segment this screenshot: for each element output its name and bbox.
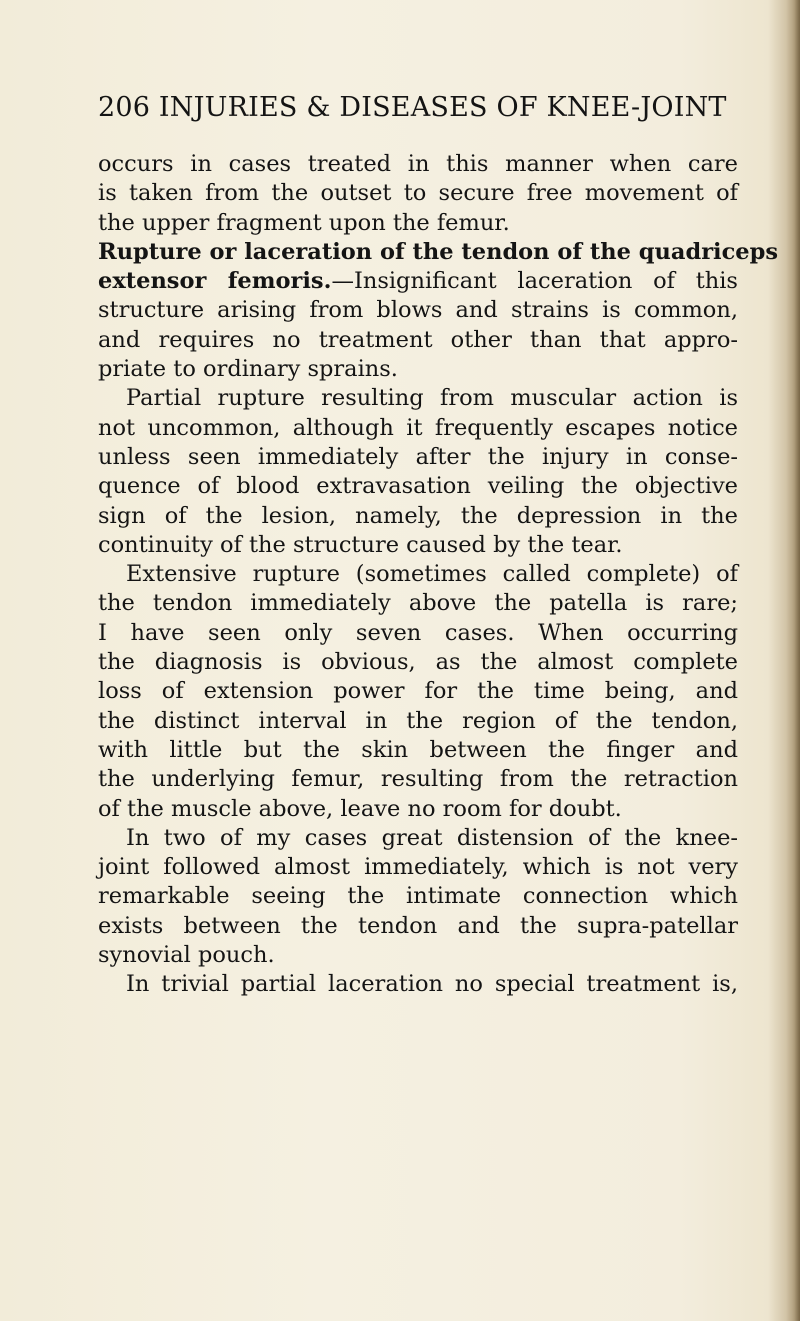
text-line: the upper fragment upon the femur. — [98, 209, 510, 236]
section-heading: Rupture or laceration of the tendon of the quadriceps — [98, 238, 779, 265]
text-line — [98, 267, 738, 296]
text-line: and requires no treatment other than that appro- — [98, 326, 738, 353]
paragraph-start: In two of my cases great distension of the knee- — [126, 824, 738, 851]
paragraph-start: In trivial partial laceration no special treatment is, — [126, 971, 738, 998]
text-line: sign of the lesion, namely, the depression in the — [98, 502, 738, 529]
text-line-rest: —Insignificant laceration of this — [331, 268, 738, 295]
body-text — [98, 150, 779, 1000]
page-edge-shadow — [786, 0, 800, 1321]
text-line: structure arising from blows and strains is common, — [98, 297, 738, 324]
text-line: not uncommon, although it frequently escapes notice — [98, 414, 738, 441]
text-line: continuity of the structure caused by the tear. — [98, 531, 623, 558]
section-heading-continued: extensor femoris. — [98, 268, 332, 295]
text-line: the tendon immediately above the patella is rare; — [98, 590, 738, 617]
text-line: I have seen only seven cases. When occurring — [98, 619, 738, 646]
text-line: of the muscle above, leave no room for doubt. — [98, 795, 622, 822]
text-line: with little but the skin between the finger and — [98, 736, 738, 763]
text-line: unless seen immediately after the injury in conse- — [98, 443, 738, 470]
text-line: loss of extension power for the time being, and — [98, 678, 738, 705]
text-line: priate to ordinary sprains. — [98, 356, 398, 383]
text-line: synovial pouch. — [98, 942, 275, 969]
text-line: the diagnosis is obvious, as the almost complete — [98, 649, 738, 676]
text-line: the underlying femur, resulting from the retraction — [98, 766, 738, 793]
text-line: quence of blood extravasation veiling the objective — [98, 473, 738, 500]
paragraph-start: Extensive rupture (sometimes called complete) of — [126, 561, 738, 588]
text-line: joint followed almost immediately, which is not very — [98, 854, 738, 881]
text-line: the distinct interval in the region of the tendon, — [98, 707, 738, 734]
paragraph-start: Partial rupture resulting from muscular action is — [126, 385, 738, 412]
running-header: 206 INJURIES & DISEASES OF KNEE-JOINT — [98, 92, 727, 123]
text-line: exists between the tendon and the supra-patellar — [98, 912, 738, 939]
text-line: remarkable seeing the intimate connection which — [98, 883, 738, 910]
text-line: is taken from the outset to secure free movement of — [98, 180, 738, 207]
text-line: occurs in cases treated in this manner when care — [98, 151, 738, 177]
